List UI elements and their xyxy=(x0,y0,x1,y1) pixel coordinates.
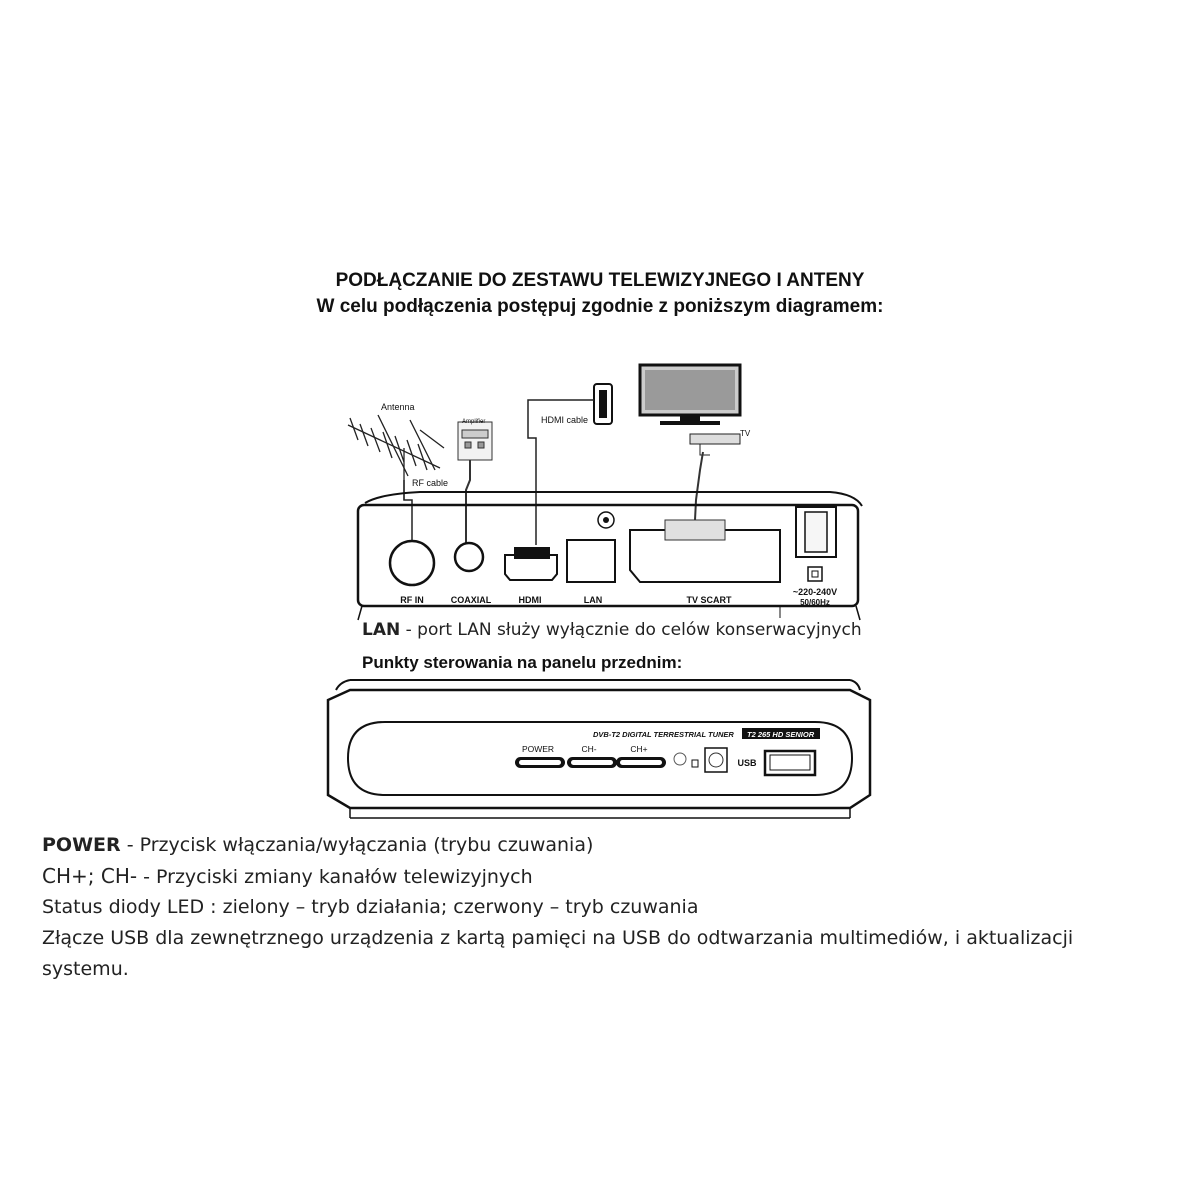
lan-port-icon xyxy=(567,540,615,582)
rf-in-label: RF IN xyxy=(400,595,424,605)
tv-icon xyxy=(640,365,740,425)
ch-plus-button[interactable] xyxy=(616,757,666,768)
coaxial-label: COAXIAL xyxy=(450,595,492,605)
power-rating-line1: ~220-240V xyxy=(792,587,838,597)
ch-minus-button-label: CH- xyxy=(581,744,597,754)
power-description-term: POWER xyxy=(42,834,121,856)
hdmi-label: HDMI xyxy=(518,595,542,605)
ch-minus-button[interactable] xyxy=(567,757,617,768)
power-description xyxy=(42,830,593,861)
channel-description-term: CH+; CH- xyxy=(42,864,138,888)
led-indicator xyxy=(674,753,686,765)
power-description-text: - Przycisk włączania/wyłączania (trybu czuwania) xyxy=(120,834,594,856)
tv-label: TV xyxy=(740,429,751,438)
amplifier-label: Amplifier xyxy=(462,419,486,425)
power-button[interactable] xyxy=(515,757,565,768)
hdmi-port-icon xyxy=(505,547,557,580)
led-description: Status diody LED : zielony – tryb działania; czerwony – tryb czuwania xyxy=(42,896,699,918)
ch-plus-button-label: CH+ xyxy=(630,744,648,754)
channel-description-text: - Przyciski zmiany kanałów telewizyjnych xyxy=(137,866,533,888)
scart-port-icon xyxy=(630,520,780,582)
model-badge: T2 265 HD SENIOR xyxy=(747,730,815,739)
rf-in-port-icon xyxy=(390,541,434,585)
lan-note xyxy=(362,620,862,640)
rf-cable xyxy=(404,480,412,548)
usb-label: USB xyxy=(737,758,757,768)
ir-sensor-icon xyxy=(692,760,698,767)
hdmi-cable-label: HDMI cable xyxy=(541,415,589,425)
rf-cable-label: RF cable xyxy=(412,478,449,488)
coaxial-cable xyxy=(466,460,470,545)
usb-description-line1: Złącze USB dla zewnętrznego urządzenia z kartą pamięci na USB do odtwarzania multimediów, i aktualizacji xyxy=(42,927,1074,949)
scart-plug-icon xyxy=(690,434,740,455)
title-line-1: PODŁĄCZANIE DO ZESTAWU TELEWIZYJNEGO I ANTENY xyxy=(335,270,865,291)
model-text: DVB-T2 DIGITAL TERRESTRIAL TUNER xyxy=(593,730,734,739)
title-line-2: W celu podłączenia postępuj zgodnie z poniższym diagramem: xyxy=(316,296,884,317)
lan-note-term: LAN xyxy=(362,620,401,640)
front-panel-heading: Punkty sterowania na panelu przednim: xyxy=(362,653,683,672)
amplifier-icon xyxy=(458,422,492,460)
coaxial-port-icon xyxy=(455,543,483,571)
scart-cable xyxy=(695,452,703,520)
power-button-label: POWER xyxy=(521,744,555,754)
tv-scart-label: TV SCART xyxy=(686,595,732,605)
usb-description-line2: systemu. xyxy=(42,958,129,980)
hdmi-plug-icon xyxy=(594,384,612,424)
lan-note-text: - port LAN służy wyłącznie do celów konserwacyjnych xyxy=(400,620,862,640)
lan-label: LAN xyxy=(583,595,603,605)
channel-description xyxy=(42,861,533,893)
receiver-front-body xyxy=(328,680,870,818)
power-rating-line2: 50/60Hz xyxy=(800,598,830,607)
antenna-label: Antenna xyxy=(381,402,415,412)
